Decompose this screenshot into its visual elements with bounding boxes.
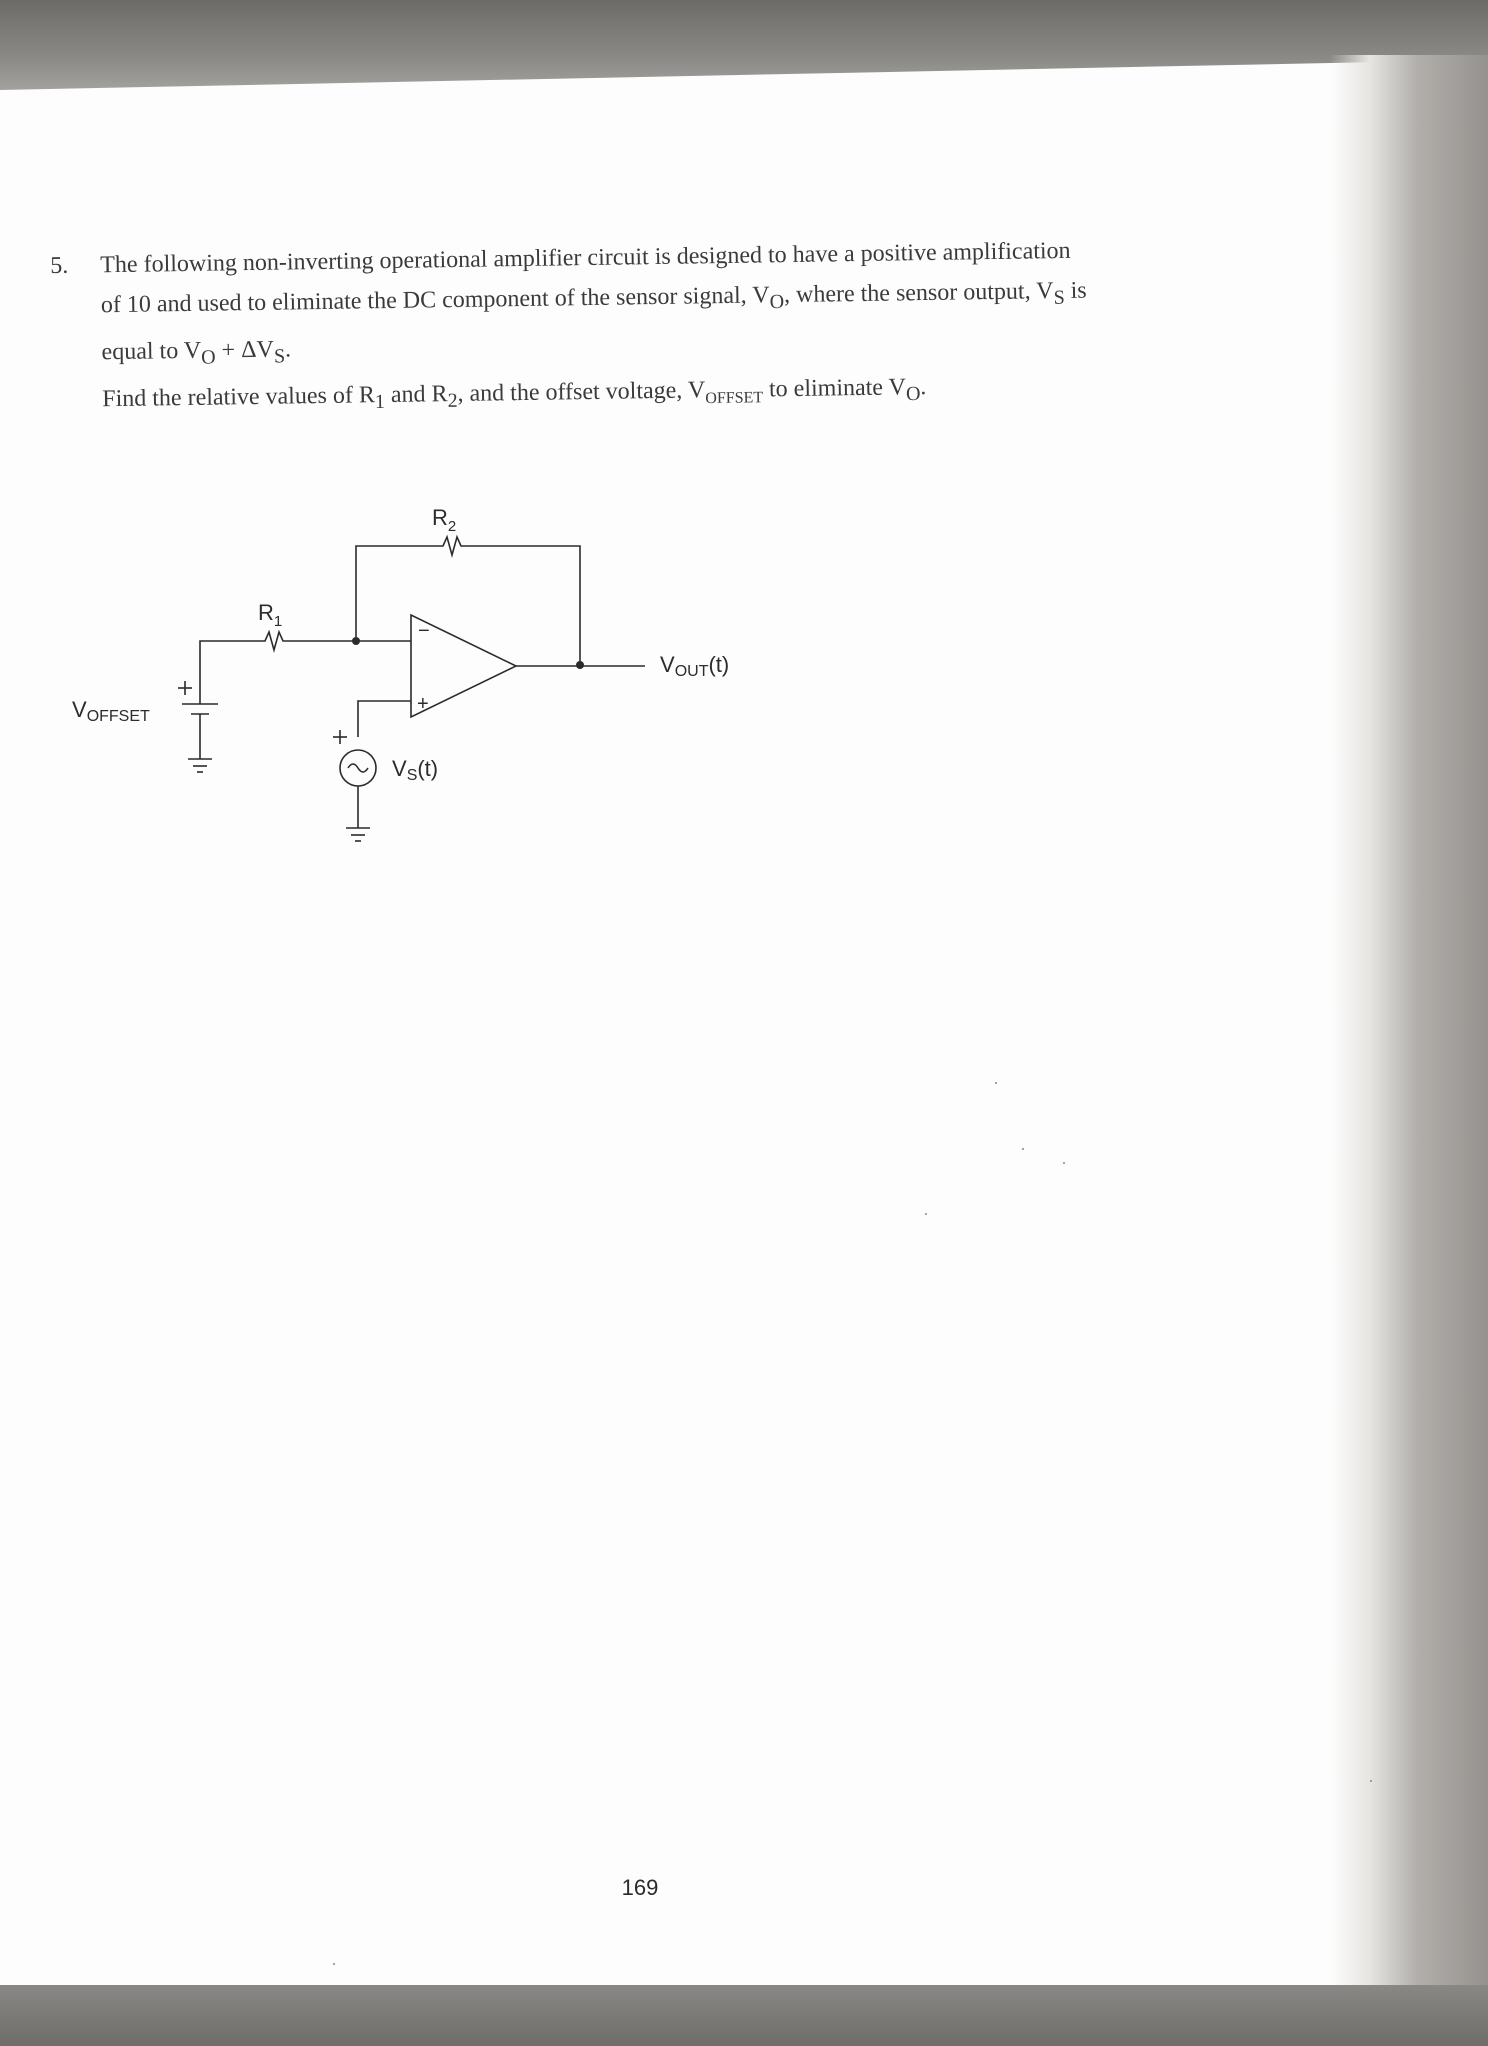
voffset-label: VOFFSET bbox=[72, 697, 150, 725]
scan-background-bottom bbox=[0, 1985, 1488, 2046]
scan-speck bbox=[333, 1963, 335, 1965]
vout-label: VOUT(t) bbox=[660, 652, 730, 680]
problem-number: 5. bbox=[50, 252, 69, 279]
opamp-circuit-diagram bbox=[60, 495, 780, 875]
opamp-plus-sign: + bbox=[417, 693, 429, 715]
problem-question: Find the relative values of $R_1$ and $R_2$, and the offset voltage, $V_{OFFSET}$ to eliminate $V_O$. bbox=[102, 373, 927, 413]
r1-wire bbox=[200, 632, 411, 689]
opamp-minus-sign: − bbox=[418, 620, 430, 642]
problem-line-1: The following non-inverting operational amplifier circuit is designed to have a positive amplification bbox=[100, 237, 1071, 279]
problem-5 bbox=[50, 228, 1243, 428]
feedback-wire bbox=[356, 537, 580, 665]
r1-label: $R_1$ bbox=[258, 600, 283, 630]
noninverting-input-wire bbox=[358, 701, 411, 737]
scan-speck bbox=[995, 1082, 997, 1084]
junction-dot-input bbox=[352, 637, 360, 645]
page-edge-shadow bbox=[1330, 55, 1488, 1995]
vs-label: VS(t) bbox=[392, 756, 439, 784]
scan-speck bbox=[925, 1213, 927, 1215]
problem-statement bbox=[100, 228, 1243, 427]
scan-speck bbox=[1370, 1780, 1372, 1782]
problem-line-2: of 10 and used to eliminate the DC component of the sensor signal, $V_O$, where the sensor output, $V_S$ is bbox=[100, 277, 1087, 319]
scan-speck bbox=[1022, 1148, 1024, 1150]
page-number: 169 bbox=[621, 1875, 659, 1900]
scan-speck bbox=[1063, 1162, 1065, 1164]
r2-label: $R_2$ bbox=[432, 505, 457, 535]
junction-dot-output bbox=[576, 661, 584, 669]
problem-line-3: equal to $V_O + \Delta V_S$. bbox=[101, 336, 292, 369]
ac-source-wave bbox=[348, 764, 368, 772]
